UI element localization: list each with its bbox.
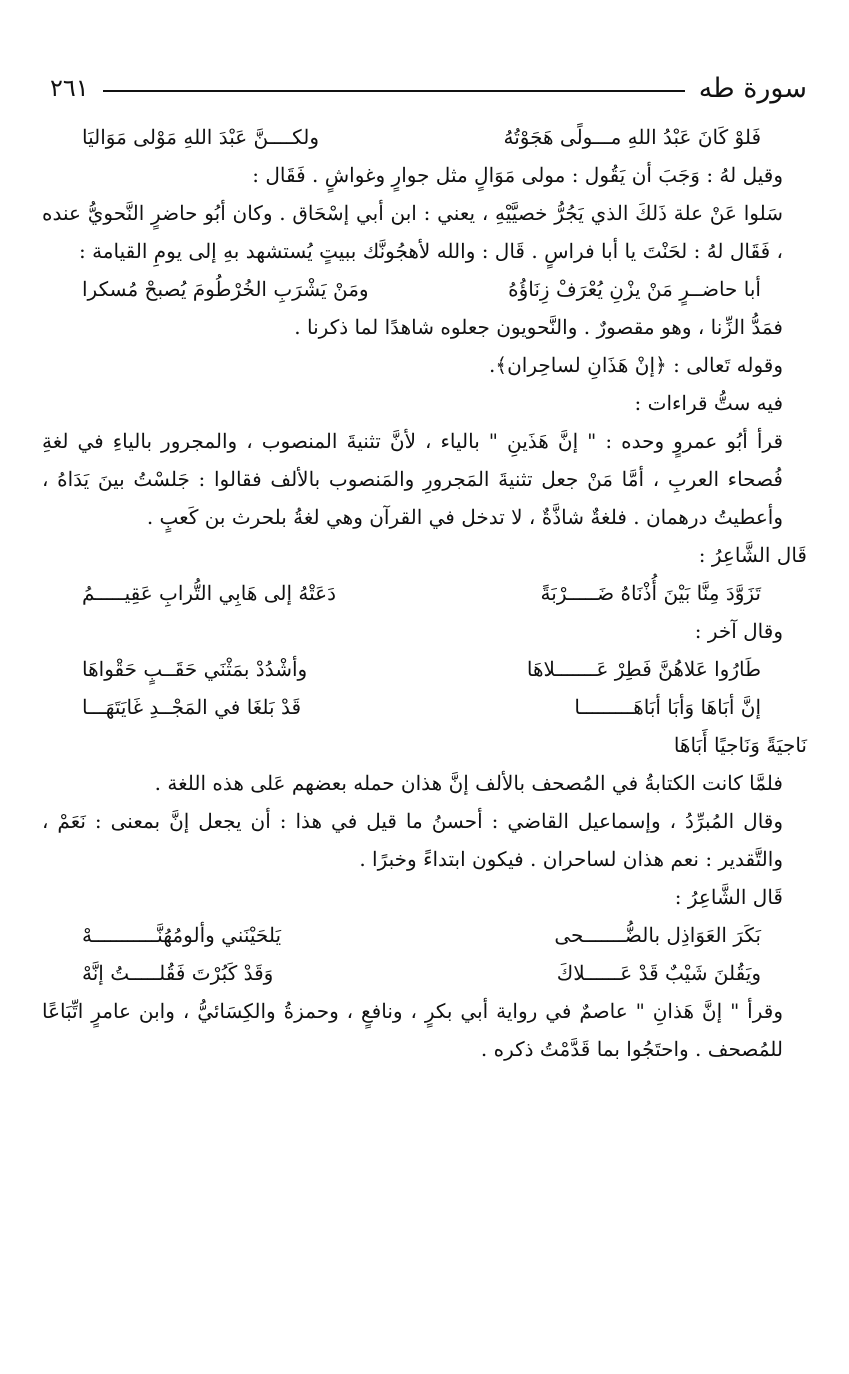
verse-line xyxy=(42,650,807,688)
paragraph: فمَدُّ الزِّنا ، وهو مقصورٌ . والنَّحويون جعلوه شاهدًا لما ذكرنا . xyxy=(294,315,783,339)
verse-hemistich: دَعَتْهُ إلى هَابِي التُّرابِ عَقِيـــــمُ xyxy=(82,581,337,605)
verse-hemistich: فَلوْ كَانَ عَبْدُ اللهِ مـــولًى هَجَوْتُهُ xyxy=(503,125,761,149)
paragraph: وقوله تَعالى : ﴿إنْ هَذَانِ لساحِران﴾. xyxy=(489,353,783,377)
verse-hemistich: ويَقُلنَ شَيْبٌ قَدْ عَــــــلاكَ xyxy=(556,961,761,985)
header-rule xyxy=(103,90,685,92)
verse-hemistich: ولكــــنَّ عَبْدَ اللهِ مَوْلى مَوَاليَا xyxy=(82,125,319,149)
paragraph: وقال آخر : xyxy=(694,619,783,643)
verse-single: نَاجيَةً وَنَاجيًا أَبَاهَا xyxy=(673,733,807,757)
verse-line xyxy=(42,118,807,156)
verse-hemistich: أبا حاضــرٍ مَنْ يزْنِ يُعْرَفْ زِنَاؤُهُ xyxy=(508,277,761,301)
paragraph: وقرأ " إنَّ هَذانِ " عاصمٌ في رواية أبي بكرٍ ، ونافعٍ ، وحمزةُ والكِسَائيُّ ، وابن عامرٍ اتِّبَاعًا للمُصحف . واحتَجُوا بما قَدَّمْتُ ذكره . xyxy=(42,999,783,1061)
verse-line xyxy=(42,270,807,308)
surah-title: سورة طه xyxy=(698,72,807,104)
paragraph: فلمَّا كانت الكتابةُ في المُصحف بالألف إنَّ هذان حمله بعضهم عَلى هذه اللغة . xyxy=(154,771,783,795)
page-body xyxy=(42,118,807,1068)
verse-hemistich: وأشْدُدْ بمَثْنَي حَقَــبٍ حَقْواهَا xyxy=(82,657,308,681)
verse-hemistich: طَارُوا عَلاهُنَّ فَطِرْ عَـــــــلاهَا xyxy=(526,657,761,681)
verse-line xyxy=(42,916,807,954)
verse-line xyxy=(42,954,807,992)
paragraph: وقال المُبرِّدُ ، وإسماعيل القاضي : أحسنُ ما قيل في هذا : أن يجعل إنَّ بمعنى : نَعَمْ ، والتَّقدير : نعم هذان لساحران . فيكون ابتداءً وخبرًا . xyxy=(42,809,783,871)
verse-hemistich: ومَنْ يَشْرَبِ الخُرْطُومَ يُصبحْ مُسكرا xyxy=(82,277,369,301)
verse-hemistich: يَلحَيْنَني وألومُهُنَّـــــــــــهْ xyxy=(82,923,282,947)
page-header xyxy=(42,70,807,106)
paragraph: سَلوا عَنْ علة ذَلكَ الذي يَجُرُّ خصيَّيْهِ ، يعني : ابن أبي إسْحَاق . وكان أبُو حاضرٍ النَّحويُّ عنده ، فَقَال لهُ : لحَنْتَ يا أبا فراسٍ . قَال : والله لأهجُونَّك ببيتٍ يُستشهد بهِ إلى يومِ القيامة : xyxy=(42,201,783,263)
verse-line xyxy=(42,688,807,726)
verse-line xyxy=(42,574,807,612)
paragraph: فيه ستُّ قراءات : xyxy=(634,391,783,415)
verse-hemistich: إنَّ أبَاهَا وَأبَا أبَاهَـــــــــا xyxy=(574,695,761,719)
verse-hemistich: قَدْ بَلغَا في المَجْــدِ غَايَتَهَـــا xyxy=(82,695,302,719)
paragraph: قرأ أبُو عمروٍ وحده : " إنَّ هَذَينِ " بالياء ، لأنَّ تثنيةَ المنصوب ، والمجرور بالياءِ في لغةِ فُصحاء العربِ ، أمَّا مَنْ جعل تثنيةَ المَجرورِ والمَنصوب بالألف فقالوا : جَلسْتُ بينَ يَدَاهُ ، وأعطيتُ درهمان . فلغةٌ شاذَّةٌ ، لا تدخل في القرآن وهي لغةُ بلحرث بن كَعبٍ . xyxy=(42,429,783,529)
verse-hemistich: وَقَدْ كَبُرْتَ فَقُلـــــتُ إنَّهْ xyxy=(82,961,274,985)
paragraph: وقيل لهُ : وَجَبَ أن يَقُول : مولى مَوَالٍ مثل جوارٍ وغواشٍ . فَقَال : xyxy=(252,163,783,187)
verse-hemistich: تَزَوَّدَ مِنَّا بَيْنَ أُذْنَاهُ ضَـــــرْبَةً xyxy=(540,581,761,605)
paragraph: قَال الشَّاعِرُ : xyxy=(698,543,807,567)
verse-hemistich: بَكَرَ العَوَاذِل بالضُّـــــــحى xyxy=(554,923,761,947)
paragraph: قَال الشَّاعِرُ : xyxy=(674,885,783,909)
page-number: ٢٦١ xyxy=(50,74,89,102)
